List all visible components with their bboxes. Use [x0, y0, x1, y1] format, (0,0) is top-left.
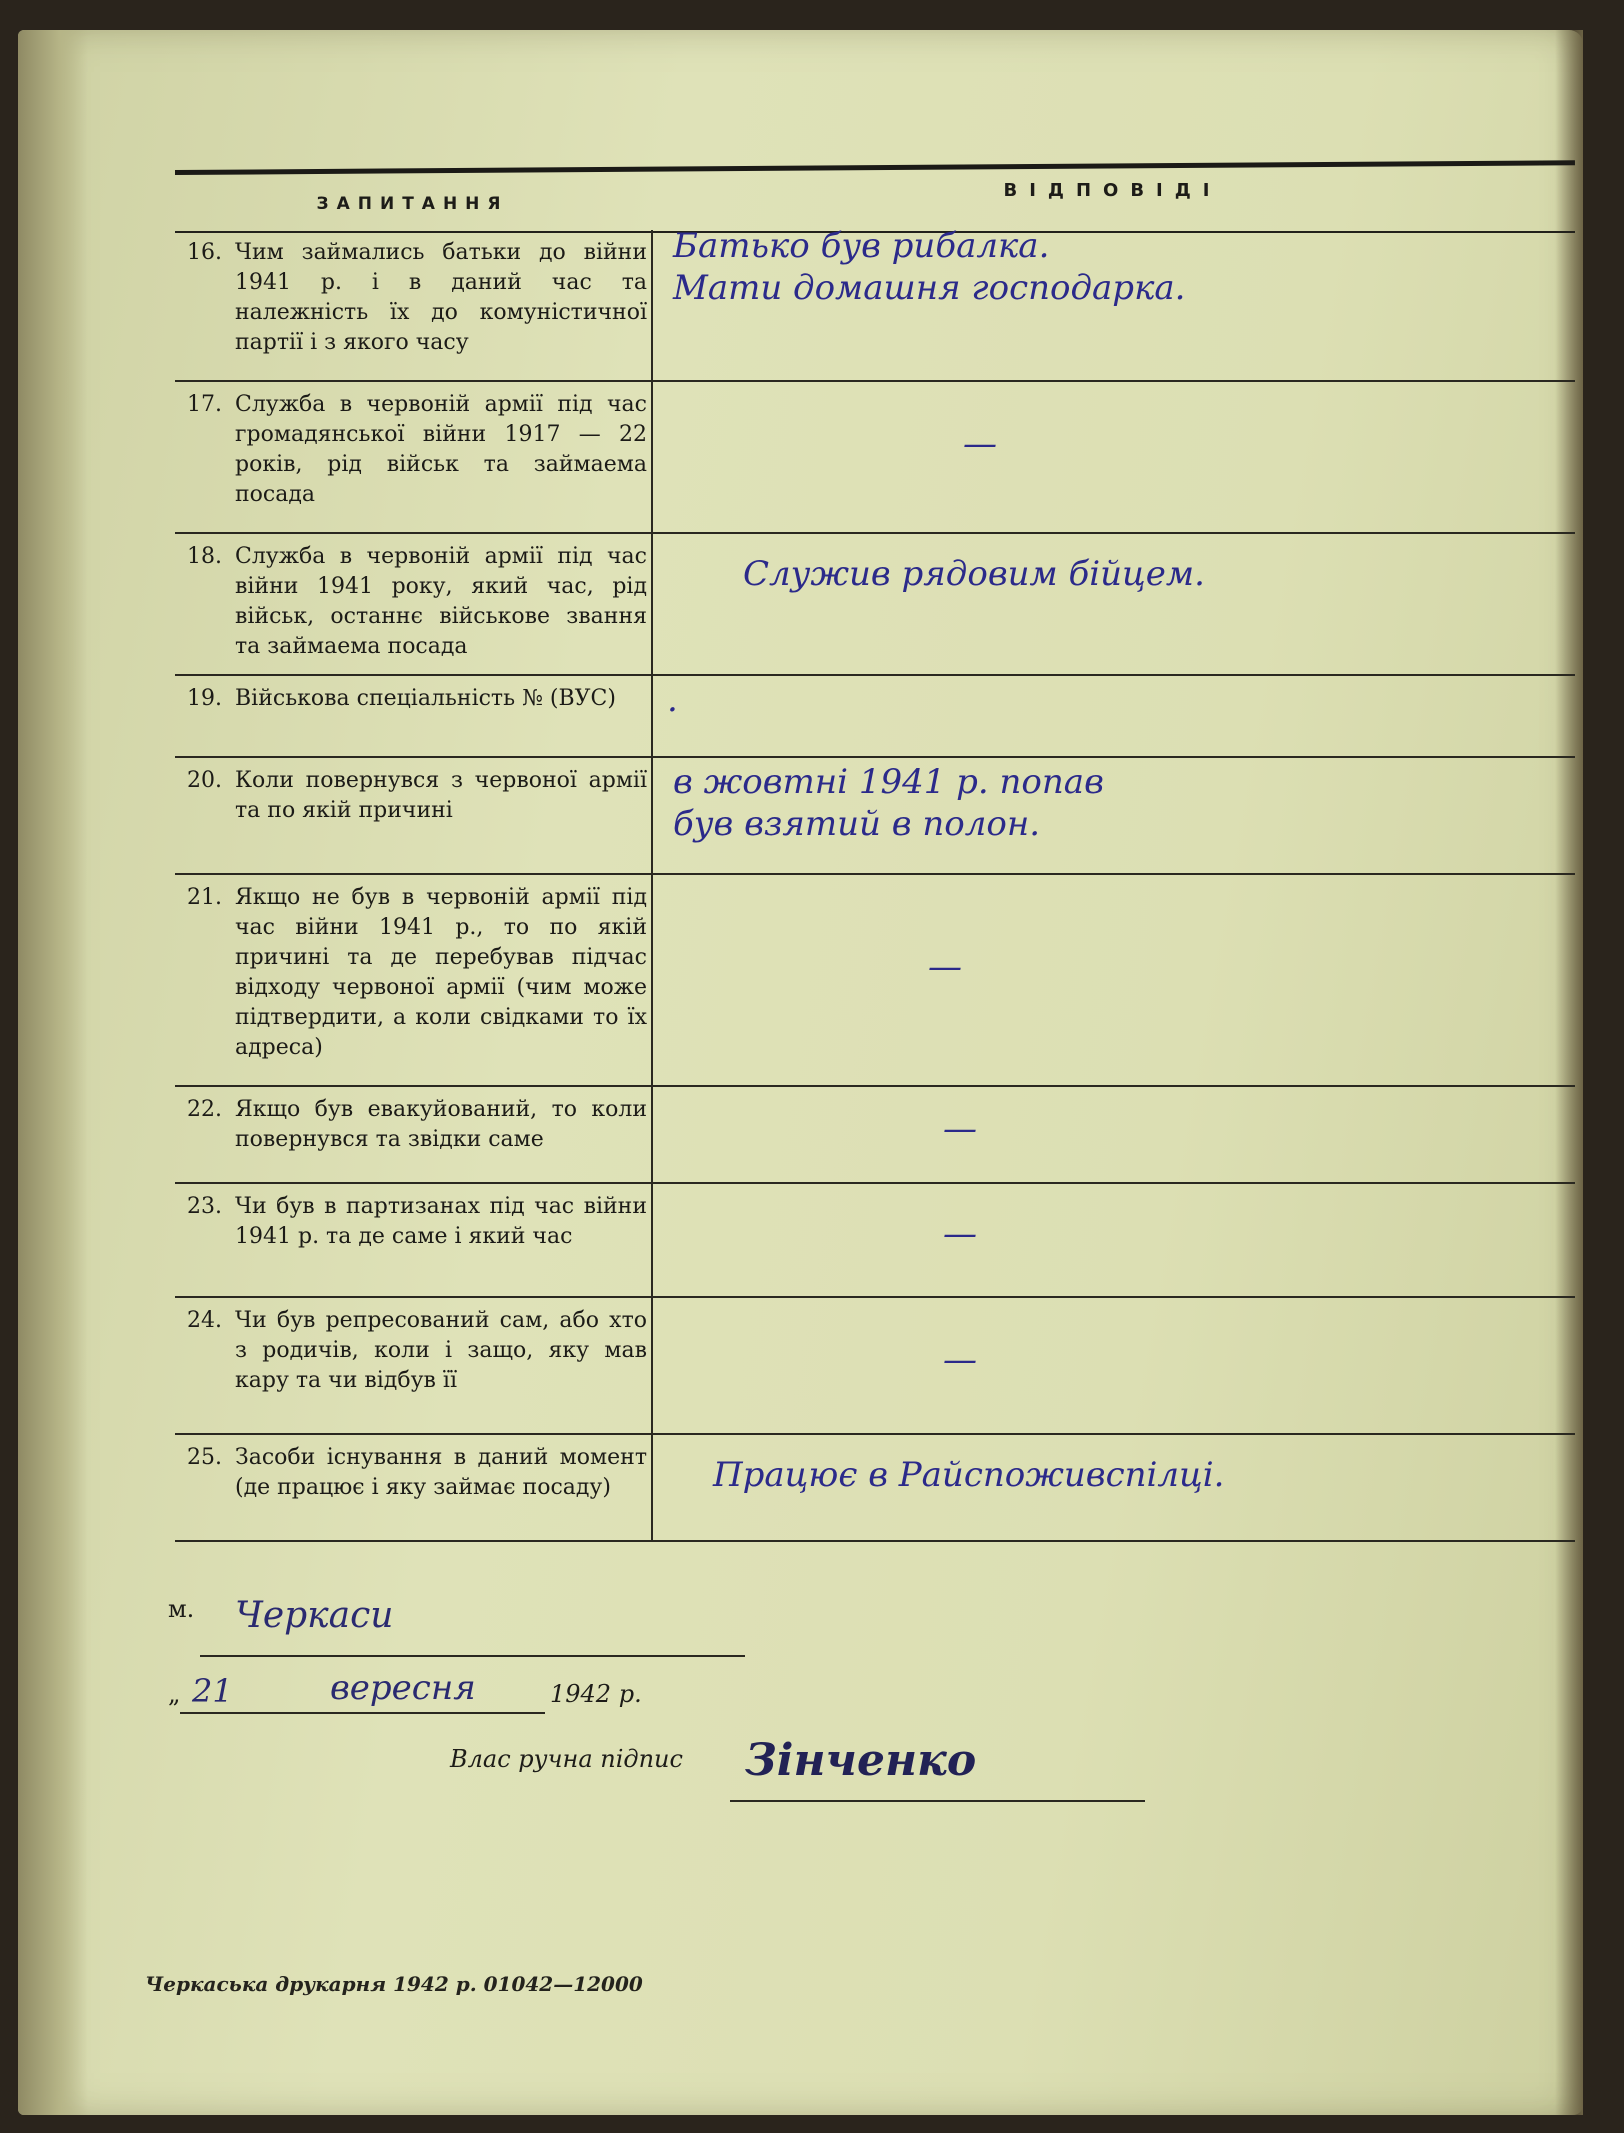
- question-number: 18.: [187, 544, 222, 569]
- question-number: 16.: [187, 240, 222, 265]
- date-year: 1942 р.: [550, 1680, 642, 1708]
- answer-cell: [653, 1184, 1575, 1296]
- question-number: 17.: [187, 392, 222, 417]
- answer-line-1: в жовтні 1941 р. попав: [673, 762, 1104, 802]
- question-text: Військова спеціальність № (ВУС): [235, 686, 616, 711]
- answer-cell: [653, 1435, 1575, 1540]
- question-text: Чим займались батьки до війни 1941 р. і в даний час та належність їх до комуністичної партії і з якого часу: [235, 240, 647, 355]
- date-underline: [180, 1712, 545, 1714]
- question-cell: [175, 1184, 653, 1296]
- answer-dash: —: [943, 1214, 977, 1254]
- question-text: Засоби існування в даний момент (де працює і яку займає посаду): [235, 1445, 647, 1500]
- question-text: Чи був в партизанах під час війни 1941 р. та де саме і який час: [235, 1194, 647, 1249]
- question-number: 20.: [187, 768, 222, 793]
- table-header: [175, 180, 1575, 226]
- date-month: вересня: [330, 1668, 476, 1708]
- table-row: [175, 1184, 1575, 1298]
- table-row: [175, 1087, 1575, 1184]
- signature-underline: [730, 1800, 1145, 1802]
- city-handwritten: Черкаси: [235, 1595, 394, 1636]
- answer-dash: —: [943, 1340, 977, 1380]
- question-number: 23.: [187, 1194, 222, 1219]
- signature: Зінченко: [745, 1735, 977, 1786]
- question-cell: [175, 1087, 653, 1182]
- city-label: м.: [168, 1595, 195, 1623]
- header-answers: ВІДПОВІДІ: [1003, 180, 1222, 201]
- answer-dash: —: [963, 424, 997, 464]
- question-cell: [175, 382, 653, 532]
- question-number: 21.: [187, 885, 222, 910]
- header-questions: ЗАПИТАННЯ: [316, 194, 509, 214]
- table-row: [175, 676, 1575, 758]
- answer-line-1: Працює в Райспоживспілці.: [713, 1455, 1225, 1495]
- table-row: [175, 534, 1575, 676]
- question-text: Чи був репресований сам, або хто з родичів, коли і защо, яку мав кару та чи відбув її: [235, 1308, 647, 1393]
- question-text: Якщо не був в червоній армії під час війни 1941 р., то по якій причині та де перебував підчас відходу червоної армії (чим може підтвердити, а коли свідками то їх адреса): [235, 885, 647, 1060]
- date-quote: „: [168, 1680, 181, 1708]
- question-cell: [175, 1298, 653, 1433]
- answer-cell: [653, 534, 1575, 674]
- question-cell: [175, 875, 653, 1085]
- page-binding: [18, 30, 88, 2115]
- question-text: Служба в червоній армії під час громадянської війни 1917 — 22 років, рід військ та займаема посада: [235, 392, 647, 507]
- city-underline: [200, 1655, 745, 1657]
- answer-cell: [653, 1298, 1575, 1433]
- answer-line-2: був взятий в полон.: [673, 804, 1041, 844]
- printer-imprint: Черкаська друкарня 1942 р. 01042—12000: [145, 1972, 643, 1996]
- question-text: Коли повернувся з червоної армії та по якій причині: [235, 768, 647, 823]
- question-number: 19.: [187, 686, 222, 711]
- date-day: 21: [192, 1672, 233, 1710]
- question-cell: [175, 1435, 653, 1540]
- answer-cell: [653, 676, 1575, 756]
- table-row: [175, 875, 1575, 1087]
- answer-cell: [653, 226, 1575, 380]
- answer-mark: .: [667, 680, 678, 720]
- question-cell: [175, 534, 653, 674]
- table-row: [175, 758, 1575, 875]
- table-row: [175, 1298, 1575, 1435]
- table-row: [175, 226, 1575, 382]
- answer-dash: —: [928, 947, 962, 987]
- question-number: 25.: [187, 1445, 222, 1470]
- answer-line-2: Мати домашня господарка.: [673, 268, 1186, 308]
- question-number: 24.: [187, 1308, 222, 1333]
- answer-cell: [653, 875, 1575, 1085]
- question-cell: [175, 758, 653, 873]
- question-rows: [175, 226, 1575, 1542]
- signature-label: Влас ручна підпис: [450, 1745, 683, 1773]
- question-text: Служба в червоній армії під час війни 1941 року, який час, рід військ, останнє військове звання та займаема посада: [235, 544, 647, 659]
- answer-cell: [653, 758, 1575, 873]
- answer-line-1: Служив рядовим бійцем.: [743, 554, 1205, 594]
- table-row: [175, 382, 1575, 534]
- answer-cell: [653, 382, 1575, 532]
- question-text: Якщо був евакуйований, то коли повернувся та звідки саме: [235, 1097, 647, 1152]
- question-cell: [175, 676, 653, 756]
- table-row: [175, 1435, 1575, 1542]
- answer-dash: —: [943, 1109, 977, 1149]
- answer-cell: [653, 1087, 1575, 1182]
- answer-line-1: Батько був рибалка.: [673, 226, 1050, 266]
- question-cell: [175, 230, 653, 380]
- question-number: 22.: [187, 1097, 222, 1122]
